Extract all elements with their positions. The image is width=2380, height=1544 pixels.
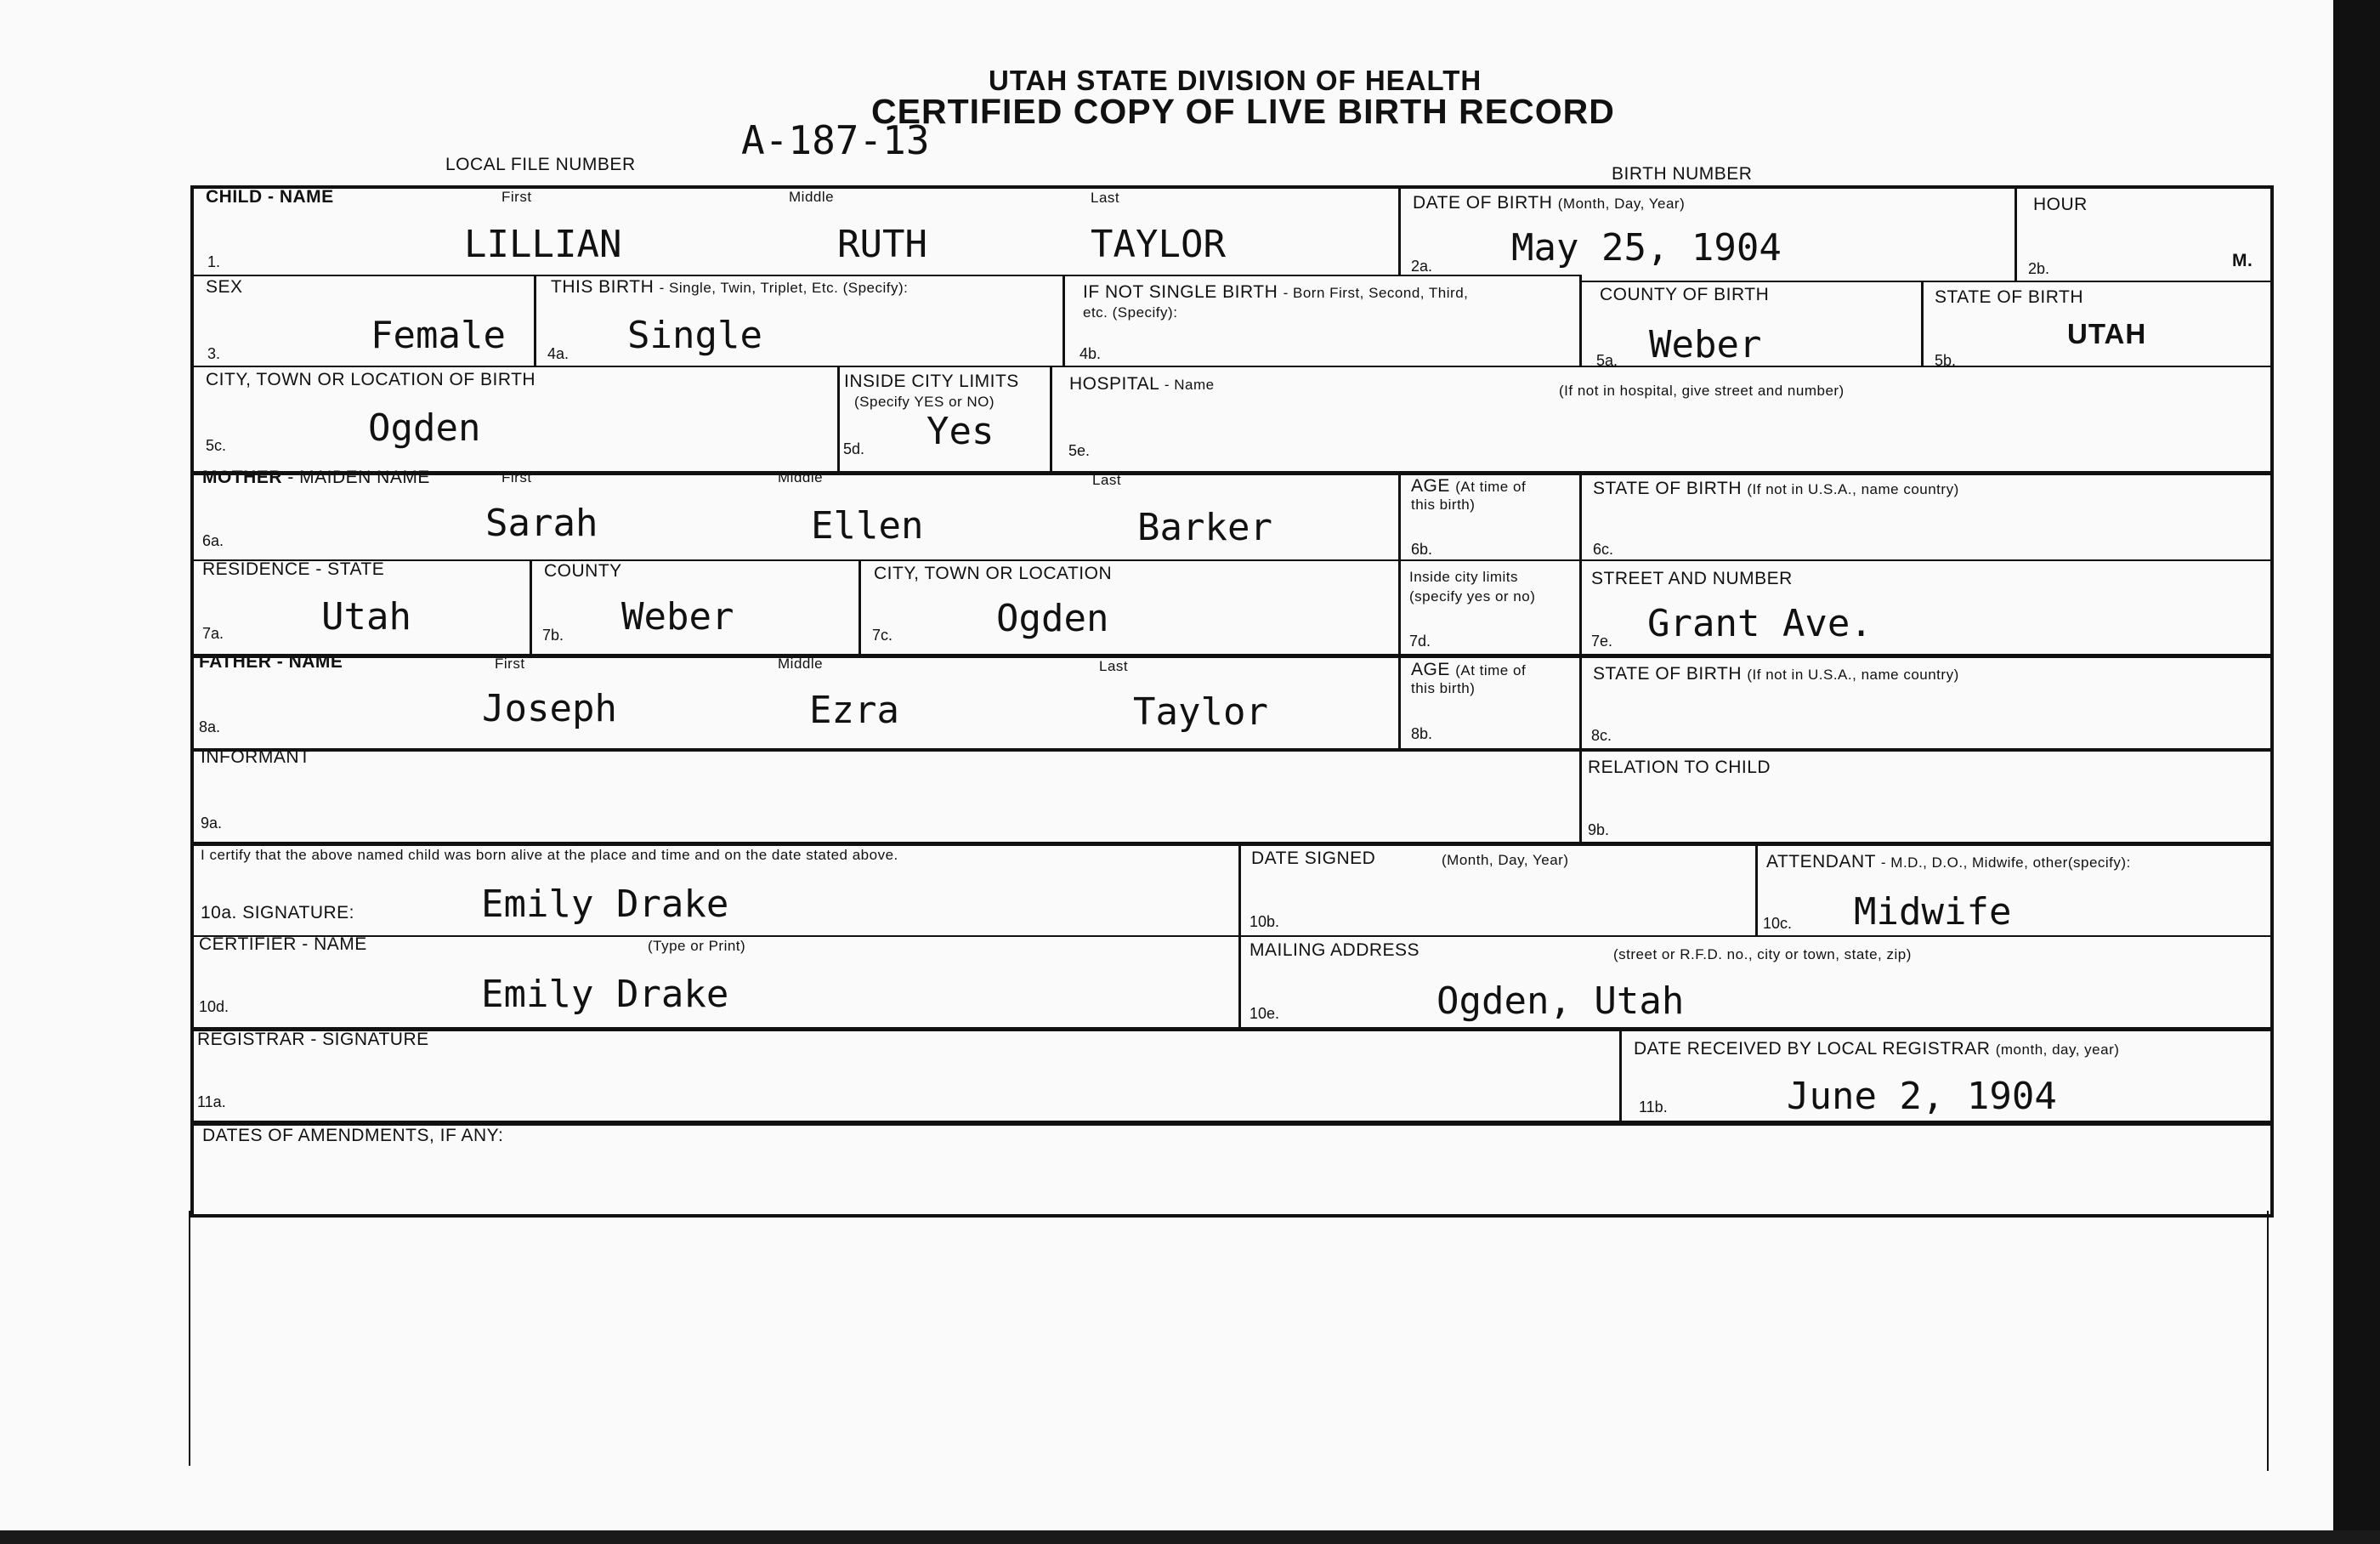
field-number-5c: 5c.: [206, 437, 227, 454]
street-value: Grant Ave.: [1647, 602, 1873, 645]
sex-label: SEX: [206, 277, 243, 297]
father-age-label: AGE (At time of: [1411, 660, 1527, 679]
document-title: CERTIFIED COPY OF LIVE BIRTH RECORD: [871, 92, 1615, 131]
file-number-stamp: A-187-13: [741, 117, 930, 163]
field-number-8b: 8b.: [1411, 725, 1433, 742]
hour-suffix: M.: [2232, 251, 2253, 270]
father-middle-name: Ezra: [809, 689, 899, 732]
father-middle-label: Middle: [778, 656, 824, 672]
state-of-birth-value: UTAH: [2067, 318, 2147, 349]
divider-hospital: [1050, 366, 1052, 471]
date-of-birth: May 25, 1904: [1511, 226, 1782, 270]
mother-age-hint: this birth): [1411, 497, 1476, 513]
inside-city-limits-label: INSIDE CITY LIMITS: [844, 372, 1019, 391]
field-number-2a: 2a.: [1411, 258, 1433, 275]
attendant-label: ATTENDANT - M.D., D.O., Midwife, other(specify):: [1766, 852, 2131, 871]
field-number-5a: 5a.: [1596, 352, 1618, 369]
local-file-number-label: LOCAL FILE NUMBER: [445, 155, 636, 174]
if-not-single-label: IF NOT SINGLE BIRTH - Born First, Second, Third,: [1083, 282, 1469, 302]
father-last-name: Taylor: [1133, 690, 1268, 734]
father-last-label: Last: [1099, 658, 1129, 674]
mailing-address-value: Ogden, Utah: [1436, 979, 1685, 1023]
field-number-6c: 6c.: [1593, 541, 1614, 558]
mother-age-label: AGE (At time of: [1411, 476, 1527, 496]
rule-hour-bottom: [1581, 281, 2270, 282]
residence-city-label: CITY, TOWN OR LOCATION: [874, 564, 1113, 583]
county-of-birth-value: Weber: [1649, 323, 1762, 366]
informant-label: INFORMANT: [201, 747, 311, 767]
field-number-7c: 7c.: [872, 627, 893, 644]
mother-name-label: MOTHER - MAIDEN NAME: [202, 468, 430, 487]
residence-state-value: Utah: [321, 595, 411, 639]
certifier-name-label: CERTIFIER - NAME: [199, 934, 367, 954]
divider-county: [1579, 275, 1582, 366]
certifier-name-value: Emily Drake: [481, 973, 729, 1016]
mother-last-name: Barker: [1137, 506, 1272, 549]
divider-res-city: [858, 559, 861, 654]
field-number-3: 3.: [207, 345, 221, 362]
certifier-signature: Emily Drake: [481, 883, 729, 926]
child-middle-label: Middle: [789, 189, 835, 205]
divider-mother-sob: [1579, 471, 1582, 748]
field-number-2b: 2b.: [2028, 260, 2050, 277]
inside-city-limits-hint: (Specify YES or NO): [854, 394, 995, 410]
field-number-11a: 11a.: [197, 1093, 226, 1110]
registrar-signature-label: REGISTRAR - SIGNATURE: [197, 1030, 429, 1049]
field-number-4b: 4b.: [1080, 345, 1102, 362]
child-first-name: LILLIAN: [464, 223, 622, 266]
hour-label: HOUR: [2033, 195, 2088, 214]
divider-city-limits: [837, 366, 840, 471]
date-received-value: June 2, 1904: [1787, 1075, 2057, 1118]
field-number-8a: 8a.: [199, 718, 221, 735]
city-of-birth-value: Ogden: [368, 406, 481, 450]
relation-to-child-label: RELATION TO CHILD: [1588, 758, 1771, 777]
mother-first-label: First: [502, 469, 532, 485]
child-name-label: CHILD - NAME: [206, 187, 334, 207]
date-signed-hint: (Month, Day, Year): [1442, 852, 1569, 868]
mother-state-of-birth-label: STATE OF BIRTH (If not in U.S.A., name country): [1593, 479, 1959, 498]
divider-attendant: [1755, 842, 1758, 935]
mailing-address-label: MAILING ADDRESS: [1250, 940, 1420, 960]
field-number-7d: 7d.: [1409, 633, 1431, 650]
county-of-birth-label: COUNTY OF BIRTH: [1600, 285, 1770, 304]
agency-heading: UTAH STATE DIVISION OF HEALTH: [989, 65, 1482, 96]
field-number-9b: 9b.: [1588, 821, 1610, 838]
field-number-5d: 5d.: [843, 440, 865, 457]
street-label: STREET AND NUMBER: [1591, 569, 1793, 588]
field-number-6b: 6b.: [1411, 541, 1433, 558]
state-of-birth-label: STATE OF BIRTH: [1935, 287, 2084, 307]
field-number-7a: 7a.: [202, 625, 224, 642]
field-number-4a: 4a.: [547, 345, 570, 362]
field-number-10d: 10d.: [199, 998, 230, 1015]
mother-inside-city-limits-hint: (specify yes or no): [1409, 588, 1536, 605]
field-number-9a: 9a.: [201, 815, 223, 832]
this-birth-label: THIS BIRTH - Single, Twin, Triplet, Etc. (Specify):: [551, 277, 909, 297]
scan-edge-bottom: [0, 1530, 2380, 1544]
field-number-8c: 8c.: [1591, 727, 1612, 744]
divider-res-county: [530, 559, 532, 654]
rule-certifier-registrar: [190, 1027, 2270, 1031]
attendant-value: Midwife: [1854, 890, 2012, 934]
child-first-label: First: [502, 189, 532, 205]
certifier-name-hint: (Type or Print): [648, 938, 746, 954]
rule-informant-certifier: [190, 842, 2270, 846]
form-tail-right: [2267, 1211, 2269, 1471]
city-of-birth-label: CITY, TOWN OR LOCATION OF BIRTH: [206, 370, 536, 389]
date-signed-label: DATE SIGNED: [1251, 849, 1376, 868]
rule-certifier-row1: [190, 935, 2270, 937]
child-last-name: TAYLOR: [1091, 223, 1226, 266]
divider-relation: [1579, 748, 1582, 842]
divider-mother-age: [1398, 471, 1401, 748]
rule-child-row2: [190, 366, 2270, 367]
residence-county-label: COUNTY: [544, 561, 622, 581]
if-not-single-hint: etc. (Specify):: [1083, 304, 1178, 321]
field-number-5b: 5b.: [1935, 352, 1957, 369]
field-number-11b: 11b.: [1639, 1098, 1668, 1115]
certification-statement: I certify that the above named child was born alive at the place and time and on the date stated above.: [201, 847, 898, 863]
date-received-label: DATE RECEIVED BY LOCAL REGISTRAR (month, day, year): [1634, 1039, 2120, 1059]
field-number-7b: 7b.: [542, 627, 564, 644]
hospital-label: HOSPITAL - Name: [1069, 374, 1215, 394]
mailing-address-hint: (street or R.F.D. no., city or town, state, zip): [1613, 946, 1912, 962]
scan-edge-right: [2333, 0, 2380, 1544]
birth-number-label: BIRTH NUMBER: [1612, 164, 1753, 184]
divider-state: [1921, 281, 1924, 366]
father-first-name: Joseph: [482, 687, 617, 730]
father-state-of-birth-label: STATE OF BIRTH (If not in U.S.A., name country): [1593, 664, 1959, 684]
field-number-10c: 10c.: [1763, 915, 1793, 932]
residence-state-label: RESIDENCE - STATE: [202, 559, 385, 579]
field-number-6a: 6a.: [202, 532, 224, 549]
field-number-10e: 10e.: [1250, 1005, 1280, 1022]
divider-hour: [2014, 185, 2017, 281]
divider-date-signed: [1238, 842, 1241, 1027]
child-middle-name: RUTH: [837, 223, 927, 266]
mother-inside-city-limits-label: Inside city limits: [1409, 569, 1519, 585]
residence-county-value: Weber: [621, 595, 734, 639]
dob-label: DATE OF BIRTH (Month, Day, Year): [1413, 193, 1686, 213]
field-number-5e: 5e.: [1068, 442, 1091, 459]
father-first-label: First: [495, 656, 525, 672]
divider-sex: [534, 275, 536, 366]
divider-dob: [1398, 185, 1401, 275]
field-number-7e: 7e.: [1591, 633, 1613, 650]
mother-first-name: Sarah: [485, 502, 598, 545]
this-birth-value: Single: [627, 314, 762, 357]
mother-middle-label: Middle: [778, 469, 824, 485]
divider-this-birth: [1062, 275, 1065, 366]
form-tail-left: [189, 1211, 190, 1466]
field-number-1: 1.: [207, 253, 221, 270]
mother-last-label: Last: [1092, 472, 1122, 488]
child-last-label: Last: [1091, 190, 1120, 206]
signature-label: 10a. SIGNATURE:: [201, 903, 354, 922]
rule-father-informant: [190, 748, 2270, 752]
hospital-note: (If not in hospital, give street and number): [1559, 383, 1844, 399]
inside-city-limits-value: Yes: [926, 410, 994, 453]
mother-middle-name: Ellen: [811, 504, 924, 548]
father-age-hint: this birth): [1411, 680, 1476, 696]
sex-value: Female: [371, 314, 506, 357]
divider-date-received: [1619, 1027, 1622, 1121]
amendments-label: DATES OF AMENDMENTS, IF ANY:: [202, 1126, 504, 1145]
rule-child-row1: [190, 275, 1581, 276]
field-number-10b: 10b.: [1250, 913, 1280, 930]
residence-city-value: Ogden: [996, 597, 1109, 640]
father-name-label: FATHER - NAME: [199, 652, 343, 672]
rule-mother-row1: [190, 559, 2270, 561]
